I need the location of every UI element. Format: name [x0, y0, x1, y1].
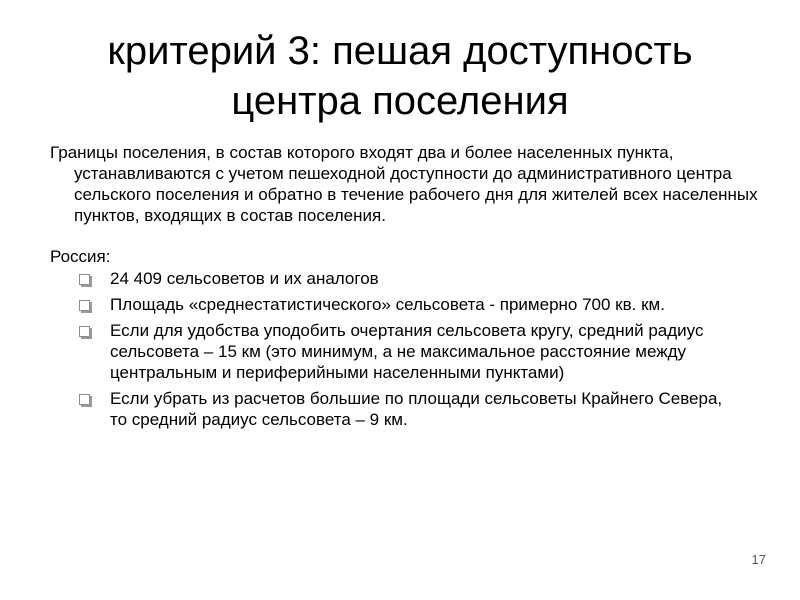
list-item-text: 24 409 сельсоветов и их аналогов: [110, 269, 379, 288]
slide-body: [50, 142, 760, 435]
facts-list: [50, 268, 760, 430]
slide-title-line-1: критерий 3: пешая доступность: [107, 29, 693, 73]
hollow-square-bullet-icon: [79, 326, 90, 337]
hollow-square-bullet-icon: [79, 300, 90, 311]
list-item-text: Если для удобства уподобить очертания сельсовета кругу, средний радиус сельсовета – 15 км (это минимум, а не максимальное расстояние между центральным и периферийными населенными пунктами): [110, 321, 704, 382]
list-item: [110, 294, 760, 315]
country-subheading: Россия:: [50, 247, 111, 266]
list-item: [110, 388, 760, 430]
definition-paragraph: Границы поселения, в состав которого входят два и более населенных пункта, устанавливаются с учетом пешеходной доступности до административного центра сельского поселения и обратно в течение рабочего дня для жителей всех населенных пунктов, входящих в состав поселения.: [50, 143, 758, 225]
page-number: 17: [751, 552, 766, 567]
hollow-square-bullet-icon: [79, 274, 90, 285]
list-item: [110, 268, 760, 289]
list-item: [110, 320, 760, 383]
list-item-text: Если убрать из расчетов большие по площади сельсоветы Крайнего Севера, то средний радиус сельсовета – 9 км.: [110, 389, 723, 429]
slide-title-line-2: центра поселения: [231, 79, 569, 123]
slide-title: [40, 26, 760, 126]
hollow-square-bullet-icon: [79, 394, 90, 405]
paragraph-spacer: [50, 226, 760, 246]
list-item-text: Площадь «среднестатистического» сельсовета - примерно 700 кв. км.: [110, 295, 665, 314]
